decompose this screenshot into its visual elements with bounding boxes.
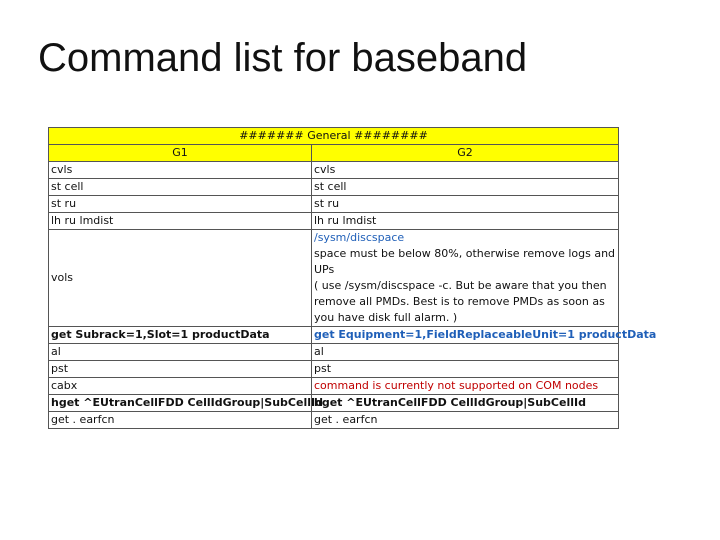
g1-cell: cvls bbox=[49, 162, 312, 179]
g2-cell: pst bbox=[312, 361, 619, 378]
g1-cell: al bbox=[49, 344, 312, 361]
table-row bbox=[49, 412, 619, 429]
g2-cell: lh ru lmdist bbox=[312, 213, 619, 230]
table-row bbox=[49, 344, 619, 361]
note-line: space must be below 80%, otherwise remove logs and bbox=[314, 247, 616, 260]
table-row bbox=[49, 179, 619, 196]
g2-cell: cvls bbox=[312, 162, 619, 179]
g1-cell: hget ^EUtranCellFDD CellIdGroup|SubCellId bbox=[49, 395, 312, 412]
section-header: ####### General ######## bbox=[49, 128, 619, 145]
command-table bbox=[48, 127, 657, 429]
g1-cell: st cell bbox=[49, 179, 312, 196]
g1-cell: get . earfcn bbox=[49, 412, 312, 429]
column-header-row bbox=[49, 145, 619, 162]
g1-cell: cabx bbox=[49, 378, 312, 395]
g1-cell: get Subrack=1,Slot=1 productData bbox=[49, 327, 312, 344]
slide-title: Command list for baseband bbox=[38, 36, 528, 80]
g1-cell: vols bbox=[49, 230, 312, 327]
note-line: UPs bbox=[314, 263, 335, 276]
column-header-g2: G2 bbox=[312, 145, 619, 162]
table-row bbox=[49, 327, 619, 344]
g2-cell-discspace-note bbox=[312, 230, 619, 327]
discspace-path: /sysm/discspace bbox=[314, 231, 405, 244]
table-row bbox=[49, 213, 619, 230]
g1-cell: pst bbox=[49, 361, 312, 378]
g2-cell: get . earfcn bbox=[312, 412, 619, 429]
g2-cell: hget ^EUtranCellFDD CellIdGroup|SubCellId bbox=[312, 395, 619, 412]
column-header-g1: G1 bbox=[49, 145, 312, 162]
table-row bbox=[49, 196, 619, 213]
g2-cell: get Equipment=1,FieldReplaceableUnit=1 productData bbox=[312, 327, 619, 344]
g1-cell: st ru bbox=[49, 196, 312, 213]
g2-cell: st cell bbox=[312, 179, 619, 196]
g2-cell: command is currently not supported on COM nodes bbox=[312, 378, 619, 395]
g2-cell: st ru bbox=[312, 196, 619, 213]
table-row bbox=[49, 395, 619, 412]
g2-cell: al bbox=[312, 344, 619, 361]
table-row bbox=[49, 230, 619, 327]
note-line: remove all PMDs. Best is to remove PMDs as soon as bbox=[314, 295, 605, 308]
note-line: you have disk full alarm. ) bbox=[314, 311, 458, 324]
table-row bbox=[49, 162, 619, 179]
note-line: ( use /sysm/discspace -c. But be aware that you then bbox=[314, 279, 607, 292]
section-header-row bbox=[49, 128, 619, 145]
table-row bbox=[49, 361, 619, 378]
table-row bbox=[49, 378, 619, 395]
g1-cell: lh ru lmdist bbox=[49, 213, 312, 230]
